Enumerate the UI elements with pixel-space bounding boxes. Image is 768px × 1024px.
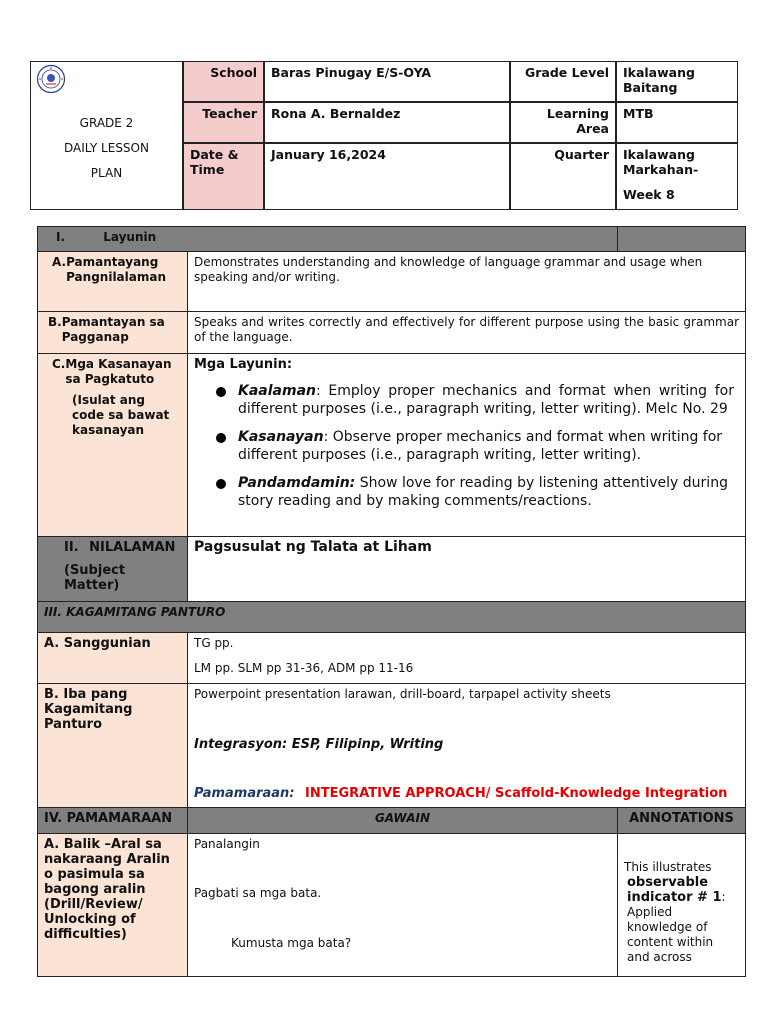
nilalaman-title: NILALAMAN: [89, 540, 176, 555]
iba-pang-kagamitan-value-cell: [187, 683, 746, 808]
quarter-value-cell: [616, 143, 738, 210]
balik-aral-label-cell: [37, 833, 188, 977]
annotation-indicator: observable indicator # 1: [627, 875, 722, 905]
quarter-label-cell: [510, 143, 616, 210]
pamantayang-pangnilalaman-label-cell: A. Pamantayang Pangnilalaman: [37, 251, 188, 312]
annotations-content-cell: This illustrates observable indicator # 1: Applied knowledge of content within and across: [617, 833, 746, 977]
sanggunian-value-cell: [187, 632, 746, 684]
quarter-label: Quarter: [554, 147, 609, 162]
school-value-cell: [264, 61, 510, 102]
iba-pang-kagamitan-label-cell: [37, 683, 188, 808]
iba-pang-kagamitan-label: B. Iba pang Kagamitang Panturo: [44, 687, 133, 732]
iba-pang-kagamitan-line1: Powerpoint presentation larawan, drill-board, tarpapel activity sheets: [194, 687, 611, 701]
learning-area-label-cell: [510, 102, 616, 143]
learning-area-value: MTB: [623, 106, 654, 121]
annotations-header: [617, 807, 746, 834]
objective-item: Kaalaman: Employ proper mechanics and format when writing for different purposes (i.e., paragraph writing, letter writing). Melc No. 29: [194, 382, 739, 418]
pamantayang-pangnilalaman-value-cell: [187, 251, 746, 312]
annotations-title: ANNOTATIONS: [629, 811, 734, 826]
kasanayan-value-cell: [187, 353, 746, 537]
integrasyon-line: Integrasyon: ESP, Filipinp, Writing: [194, 737, 444, 752]
dlp-title-line1: DAILY LESSON: [64, 141, 149, 155]
grade-title: GRADE 2: [79, 116, 134, 130]
teacher-label-cell: [183, 102, 264, 143]
grade-level-label: Grade Level: [525, 65, 609, 80]
learning-area-value-cell: [616, 102, 738, 143]
kagamitang-panturo-title: III. KAGAMITANG PANTURO: [44, 605, 226, 619]
school-value: Baras Pinugay E/S-OYA: [271, 65, 432, 80]
gawain-kumusta: Kumusta mga bata?: [231, 936, 352, 950]
sanggunian-label-cell: [37, 632, 188, 684]
pamantayan-sa-pagganap-value-cell: [187, 311, 746, 354]
bullet-icon: [216, 387, 226, 397]
objectives-title: Mga Layunin:: [194, 357, 293, 372]
annotation-body: Applied knowledge of content within and across: [627, 905, 714, 964]
teacher-value: Rona A. Bernaldez: [271, 106, 401, 121]
nilalaman-subtitle: (Subject Matter): [64, 563, 126, 593]
pamantayan-sa-pagganap-value: Speaks and writes correctly and effectively for different purpose using the basic grammar of the language.: [194, 315, 739, 344]
sanggunian-line1: TG pp.: [194, 636, 234, 650]
date-value: January 16,2024: [271, 147, 386, 162]
nilalaman-value: Pagsusulat ng Talata at Liham: [194, 539, 432, 555]
section-layunin-header: [37, 226, 618, 252]
pamamaraan-header-label: [37, 807, 188, 834]
learning-area-label: Learning Area: [546, 106, 609, 136]
grade-level-value: Ikalawang Baitang: [623, 65, 695, 95]
pamantayang-pangnilalaman-value: Demonstrates understanding and knowledge of language grammar and usage when speaking and/or writing.: [194, 255, 703, 284]
gawain-header: [187, 807, 618, 834]
nilalaman-value-cell: [187, 536, 746, 602]
grade-level-label-cell: [510, 61, 616, 102]
pamamaraan-header-title: IV. PAMAMARAAN: [44, 811, 173, 826]
pamamaraan-label: Pamamaraan:: [194, 786, 295, 801]
nilalaman-label-cell: [37, 536, 188, 602]
kasanayan-note: (Isulat ang code sa bawat kasanayan: [72, 393, 170, 437]
sanggunian-label: A. Sanggunian: [44, 636, 151, 651]
pamamaraan-value: INTEGRATIVE APPROACH/ Scaffold-Knowledge Integration: [305, 786, 728, 801]
pamantayang-pangnilalaman-label: Pamantayang Pangnilalaman: [66, 255, 167, 284]
bullet-icon: [216, 479, 226, 489]
objective-item: Pandamdamin: Show love for reading by listening attentively during story reading and by making comments/reactions.: [194, 474, 739, 510]
gawain-panalangin: Panalangin: [194, 837, 260, 851]
date-value-cell: [264, 143, 510, 210]
grade-level-value-cell: [616, 61, 738, 102]
quarter-value-line1: Ikalawang Markahan-: [623, 147, 699, 177]
quarter-value-line2: Week 8: [623, 187, 675, 202]
date-label-cell: [183, 143, 264, 210]
annotation-line1: This illustrates: [624, 860, 712, 874]
date-label: Date & Time: [190, 147, 239, 177]
kasanayan-label: Mga Kasanayan sa Pagkatuto: [65, 357, 172, 386]
sanggunian-line2: LM pp. SLM pp 31-36, ADM pp 11-16: [194, 661, 414, 675]
gawain-content-cell: [187, 833, 618, 977]
kagamitang-panturo-header: [37, 601, 746, 633]
dlp-title-line2: PLAN: [90, 166, 123, 180]
objective-item: Kasanayan: Observe proper mechanics and format when writing for different purposes (i.e., paragraph writing, letter writing).: [194, 428, 739, 464]
header-left-block: [30, 61, 183, 210]
balik-aral-label: A. Balik –Aral sa nakaraang Aralin o pasimula sa bagong aralin (Drill/Review/ Unlocking of difficulties): [44, 837, 170, 942]
gawain-pagbati: Pagbati sa mga bata.: [194, 886, 322, 900]
kasanayan-label-cell: C. Mga Kasanayan sa Pagkatuto (Isulat ang code sa bawat kasanayan: [37, 353, 188, 537]
teacher-value-cell: [264, 102, 510, 143]
section-layunin-header-right: [617, 226, 746, 252]
section-layunin-title: Layunin: [103, 230, 157, 244]
section-layunin-num: I.: [56, 230, 66, 244]
pamantayan-sa-pagganap-label-cell: B. Pamantayan sa Pagganap: [37, 311, 188, 354]
bullet-icon: [216, 433, 226, 443]
deped-seal-icon: [36, 64, 66, 94]
school-label-cell: [183, 61, 264, 102]
nilalaman-num: II.: [64, 540, 79, 555]
gawain-title: GAWAIN: [374, 811, 431, 825]
teacher-label: Teacher: [202, 106, 257, 121]
pamantayan-sa-pagganap-label: Pamantayan sa Pagganap: [61, 315, 165, 344]
school-label: School: [210, 65, 257, 80]
